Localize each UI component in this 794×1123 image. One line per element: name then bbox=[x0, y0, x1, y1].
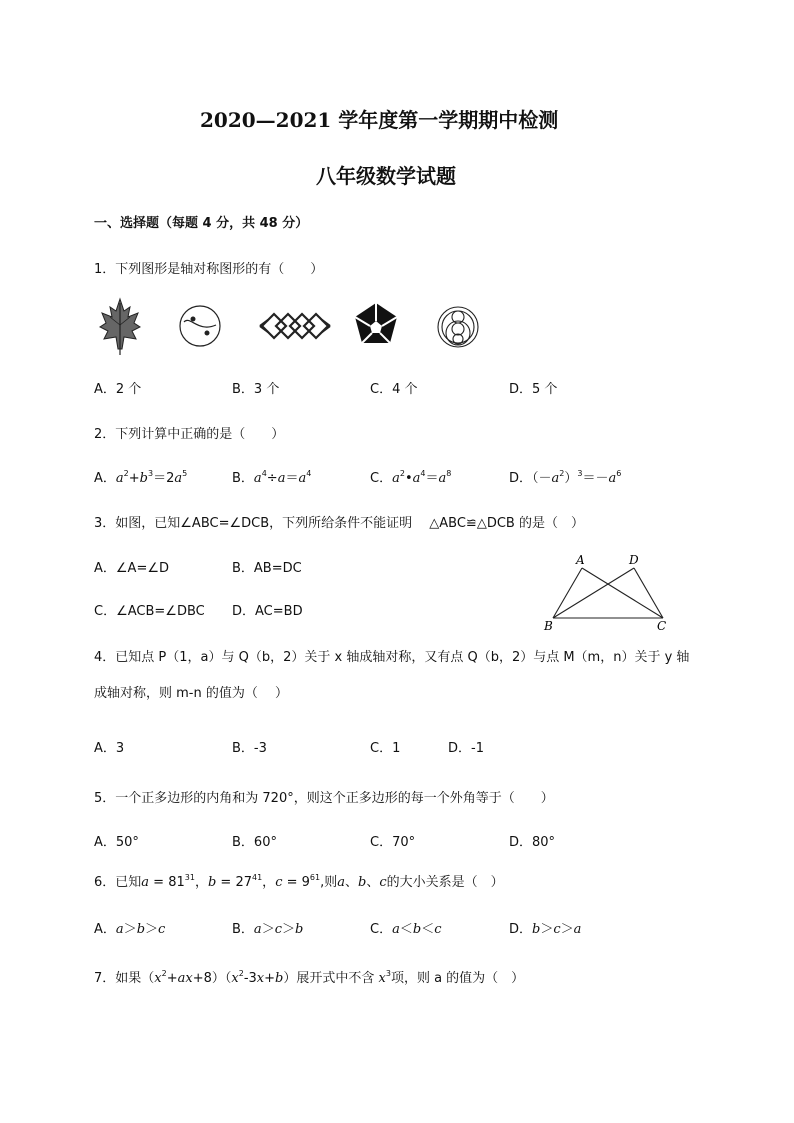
question-1-stem: 1．下列图形是轴对称图形的有（ ） bbox=[94, 262, 324, 277]
maple-leaf-icon bbox=[100, 299, 140, 355]
question-6-stem: 6．已知$a = 81^{31}$，$b = 27^{41}$，$c = 9^{61}$,则a、b、c的大小关系是（ ） bbox=[94, 873, 504, 890]
question-2-stem: 2．下列计算中正确的是（ ） bbox=[94, 427, 285, 442]
vertex-label-a: A bbox=[576, 553, 585, 567]
q2-option-a: A．$a^2+b^3=2a^5$ bbox=[94, 469, 188, 486]
yin-yang-icon bbox=[180, 306, 220, 346]
q3-option-a: A．∠A=∠D bbox=[94, 561, 169, 576]
q4-option-c: C．1 bbox=[370, 741, 401, 756]
q4-option-d: D．-1 bbox=[448, 741, 484, 756]
q5-option-c: C．70° bbox=[370, 835, 416, 850]
triangle-figure bbox=[540, 548, 670, 634]
q1-option-a: A．2 个 bbox=[94, 382, 142, 397]
page-subtitle: 八年级数学试题 bbox=[316, 164, 456, 188]
q5-option-d: D．80° bbox=[509, 835, 556, 850]
page-title: 2020—2021 学年度第一学期期中检测 bbox=[200, 108, 559, 132]
q6-option-d: D．b＞c＞a bbox=[509, 922, 582, 937]
question-7-stem: 7．如果$(x^2+ax+8)(x^2-3x+b)$展开式中不含 $x^3$项，则 a 的值为（ ） bbox=[94, 969, 525, 986]
q4-option-a: A．3 bbox=[94, 741, 125, 756]
q1-option-b: B．3 个 bbox=[232, 382, 280, 397]
vertex-label-c: C bbox=[657, 619, 667, 633]
q5-option-b: B．60° bbox=[232, 835, 277, 850]
q2-option-d: D．$(-a^2)^3=-a^6$ bbox=[509, 469, 622, 486]
question-4-stem-line1: 4．已知点 P（1，a）与 Q（b，2）关于 x 轴成轴对称，又有点 Q（b，2）与点 M（m，n）关于 y 轴 bbox=[94, 650, 690, 665]
vertex-label-d: D bbox=[629, 553, 639, 567]
q3-option-d: D．AC=BD bbox=[232, 604, 303, 619]
circles-icon bbox=[438, 307, 478, 347]
knot-icon bbox=[260, 314, 330, 338]
q1-option-d: D．5 个 bbox=[509, 382, 558, 397]
q6-option-a: A．a＞b＞c bbox=[94, 922, 166, 937]
q6-option-c: C．a＜b＜c bbox=[370, 922, 442, 937]
question-4-stem-line2: 成轴对称，则 m-n 的值为（ ） bbox=[94, 686, 288, 701]
q6-prefix: 6．已知 bbox=[94, 875, 142, 890]
section-heading: 一、选择题（每题 4 分，共 48 分） bbox=[94, 216, 309, 231]
q7-prefix: 7．如果（ bbox=[94, 971, 155, 986]
vertex-label-b: B bbox=[544, 619, 553, 633]
question-5-stem: 5．一个正多边形的内角和为 720°，则这个正多边形的每一个外角等于（ ） bbox=[94, 791, 554, 806]
question-3-stem: 3．如图，已知∠ABC=∠DCB，下列所给条件不能证明 △ABC≌△DCB 的是（ ） bbox=[94, 516, 584, 531]
q2-option-b: B．$a^4\div a=a^4$ bbox=[232, 469, 312, 486]
q5-option-a: A．50° bbox=[94, 835, 139, 850]
q3-option-b: B．AB=DC bbox=[232, 561, 302, 576]
q3-option-c: C．∠ACB=∠DBC bbox=[94, 604, 205, 619]
q1-option-c: C．4 个 bbox=[370, 382, 418, 397]
pentagon-star-icon bbox=[355, 303, 397, 343]
q7-suffix: 项，则 a 的值为（ ） bbox=[390, 971, 525, 986]
q4-option-b: B．-3 bbox=[232, 741, 267, 756]
q6-suffix: 的大小关系是（ ） bbox=[386, 875, 504, 890]
question-1-figures bbox=[90, 295, 490, 359]
q2-option-c: C．$a^2•a^4=a^8$ bbox=[370, 469, 452, 486]
q6-option-b: B．a＞c＞b bbox=[232, 922, 304, 937]
